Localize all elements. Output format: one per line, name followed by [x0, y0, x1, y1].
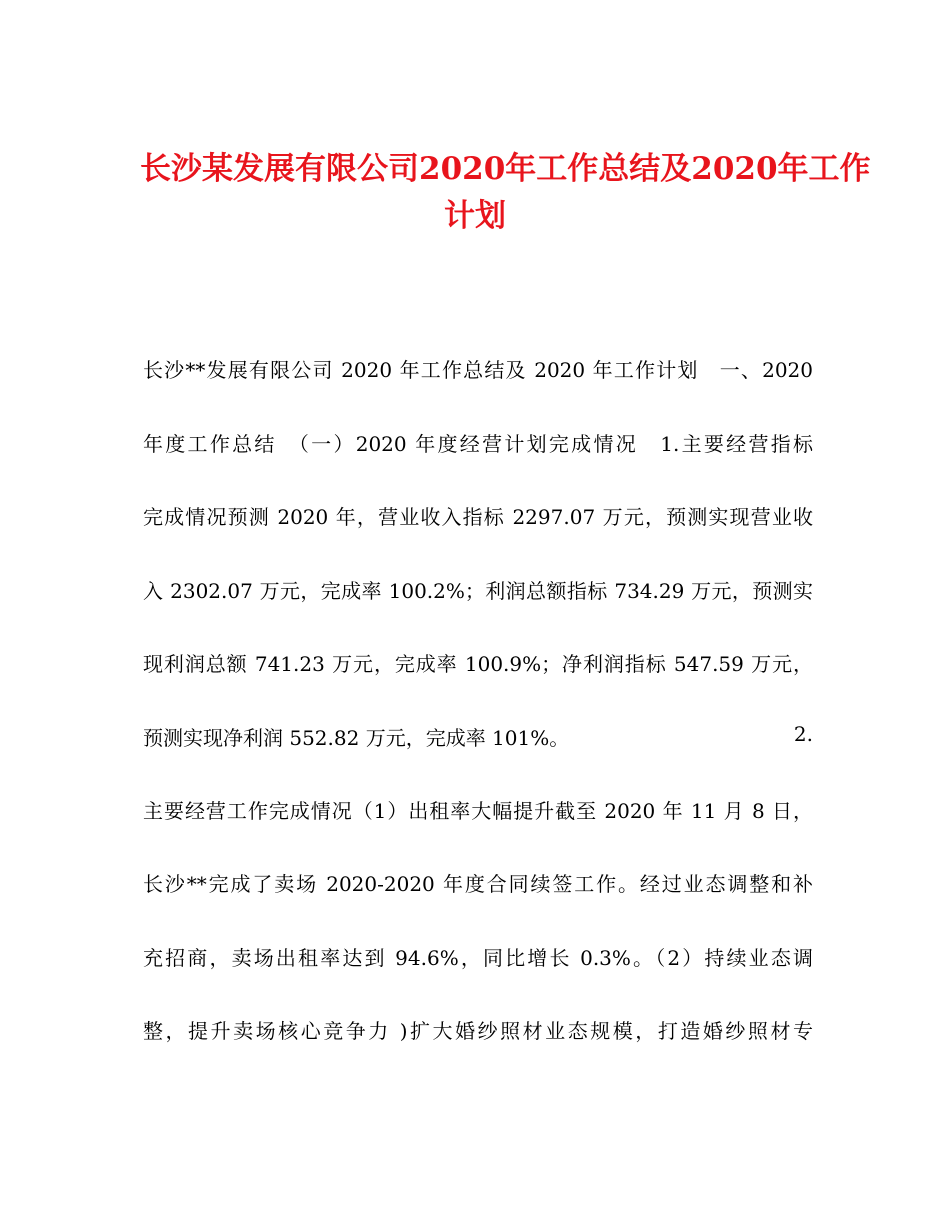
document-title-line-1: 长沙某发展有限公司2020年工作总结及2020年工作: [140, 151, 871, 187]
body-text-line-10: 整，提升卖场核心竞争力 )扩大婚纱照材业态规模，打造婚纱照材专: [143, 1019, 813, 1043]
body-text-line-6-right: 2.: [793, 722, 813, 746]
body-text-line-6: [143, 722, 813, 751]
body-text-line-8: 长沙**完成了卖场 2020-2020 年度合同续签工作。经过业态调整和补: [143, 872, 813, 896]
body-text-line-2: 年度工作总结 （一）2020 年度经营计划完成情况 1.主要经营指标: [143, 432, 813, 456]
body-text-line-6-left: 预测实现净利润 552.82 万元，完成率 101%。: [143, 726, 570, 750]
document-title-line-2: 计划: [444, 198, 506, 234]
body-text-line-1: 长沙**发展有限公司 2020 年工作总结及 2020 年工作计划 一、2020: [143, 358, 813, 382]
body-text-line-7: 主要经营工作完成情况（1）出租率大幅提升截至 2020 年 11 月 8 日，: [143, 799, 813, 823]
body-text-line-3: 完成情况预测 2020 年，营业收入指标 2297.07 万元，预测实现营业收: [143, 505, 813, 529]
body-text-line-5: 现利润总额 741.23 万元，完成率 100.9%；净利润指标 547.59 万元，: [143, 652, 813, 676]
body-text-line-4: 入 2302.07 万元，完成率 100.2%；利润总额指标 734.29 万元，预测实: [143, 579, 813, 603]
body-text-line-9: 充招商，卖场出租率达到 94.6%，同比增长 0.3%。（2）持续业态调: [143, 946, 813, 970]
